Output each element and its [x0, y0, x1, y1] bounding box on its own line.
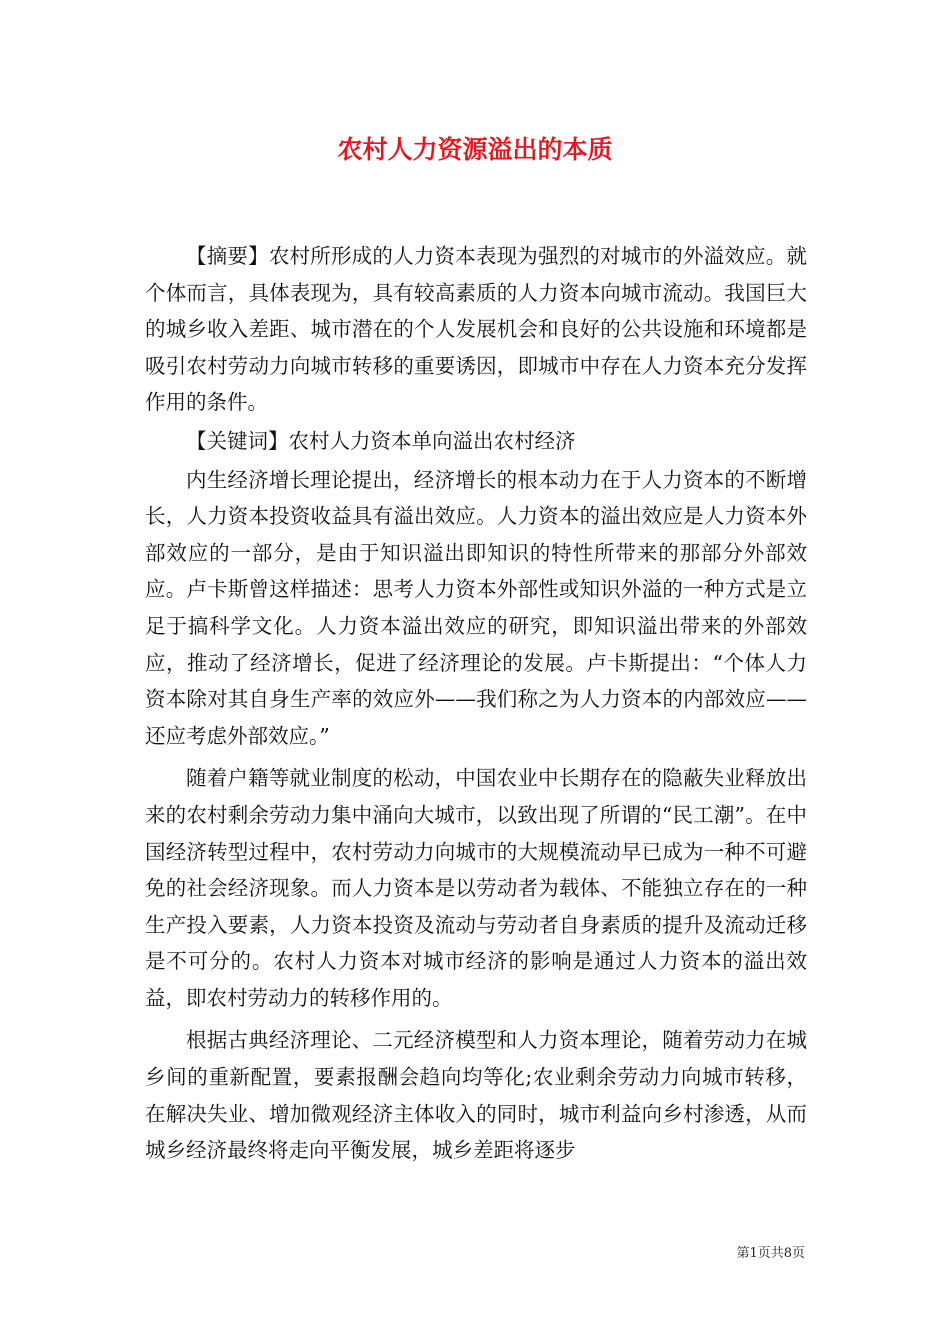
keywords-paragraph: 【关键词】农村人力资本单向溢出农村经济 — [186, 428, 576, 453]
body-paragraph-1: 内生经济增长理论提出，经济增长的根本动力在于人力资本的不断增长，人力资本投资收益具有溢出效应。人力资本的溢出效应是人力资本外部效应的一部分，是由于知识溢出即知识的特性所带来的那部分外部效应。卢卡斯曾这样描述：思考人力资本外部性或知识外溢的一种方式是立足于搞科学文化。人力资本溢出效应的研究，即知识溢出带来的外部效应，推动了经济增长，促进了经济理论的发展。卢卡斯提出：“个体人力资本除对其自身生产率的效应外——我们称之为人力资本的内部效应——还应考虑外部效应。” — [145, 467, 807, 748]
abstract-paragraph: 【摘要】农村所形成的人力资本表现为强烈的对城市的外溢效应。就个体而言，具体表现为，具有较高素质的人力资本向城市流动。我国巨大的城乡收入差距、城市潜在的个人发展机会和良好的公共设施和环境都是吸引农村劳动力向城市转移的重要诱因，即城市中存在人力资本充分发挥作用的条件。 — [145, 244, 807, 415]
body-paragraph-3: 根据古典经济理论、二元经济模型和人力资本理论，随着劳动力在城乡间的重新配置，要素报酬会趋向均等化;农业剩余劳动力向城市转移，在解决失业、增加微观经济主体收入的同时，城市利益向乡村渗透，从而城乡经济最终将走向平衡发展，城乡差距将逐步 — [145, 1028, 807, 1163]
document-body — [145, 238, 807, 1169]
page-number-footer: 第1页共8页 — [736, 1246, 805, 1261]
body-paragraph-2: 随着户籍等就业制度的松动，中国农业中长期存在的隐蔽失业释放出来的农村剩余劳动力集中涌向大城市，以致出现了所谓的“民工潮”。在中国经济转型过程中，农村劳动力向城市的大规模流动早已成为一种不可避免的社会经济现象。而人力资本是以劳动者为载体、不能独立存在的一种生产投入要素，人力资本投资及流动与劳动者自身素质的提升及流动迁移是不可分的。农村人力资本对城市经济的影响是通过人力资本的溢出效益，即农村劳动力的转移作用的。 — [145, 766, 807, 1010]
document-title: 农村人力资源溢出的本质 — [337, 135, 613, 164]
